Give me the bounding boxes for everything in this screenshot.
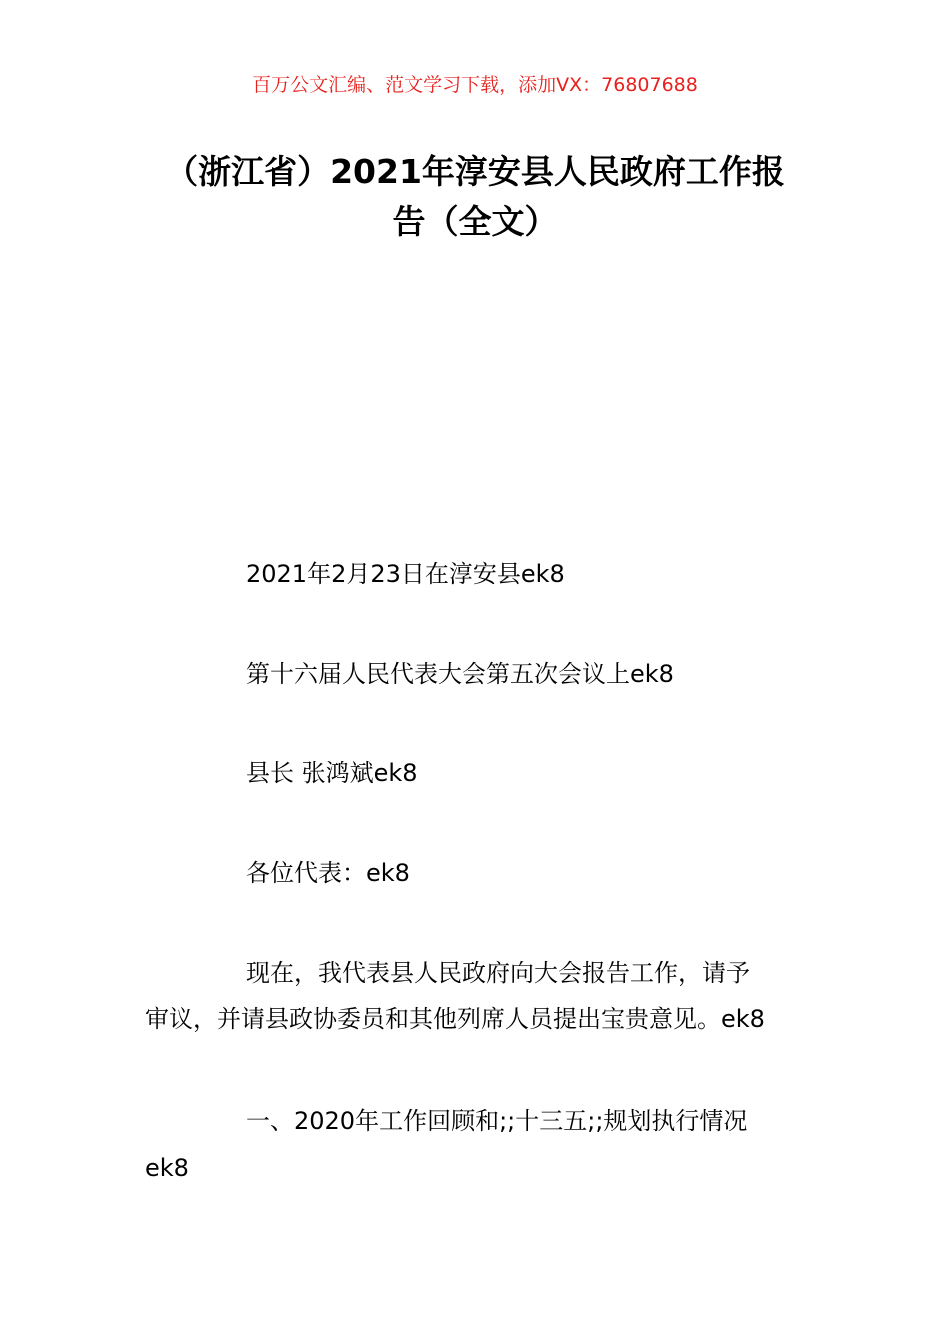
document-title-line-1: （浙江省）2021年淳安县人民政府工作报 xyxy=(165,152,785,191)
meeting-session-line: 第十六届人民代表大会第五次会议上ek8 xyxy=(246,660,674,688)
meeting-date-line: 2021年2月23日在淳安县ek8 xyxy=(246,560,565,588)
speaker-line: 县长 张鸿斌ek8 xyxy=(246,759,418,787)
section-heading-line-1: 一、2020年工作回顾和;;十三五;;规划执行情况 xyxy=(246,1107,748,1135)
intro-paragraph-line-2: 审议，并请县政协委员和其他列席人员提出宝贵意见。ek8 xyxy=(145,1005,765,1033)
intro-paragraph-line-1: 现在，我代表县人民政府向大会报告工作，请予 xyxy=(246,959,750,987)
document-title-line-2: 告（全文） xyxy=(392,202,558,241)
header-watermark-note: 百万公文汇编、范文学习下载，添加VX：76807688 xyxy=(252,74,698,96)
greeting-line: 各位代表：ek8 xyxy=(246,859,410,887)
section-heading-line-2: ek8 xyxy=(145,1154,189,1182)
